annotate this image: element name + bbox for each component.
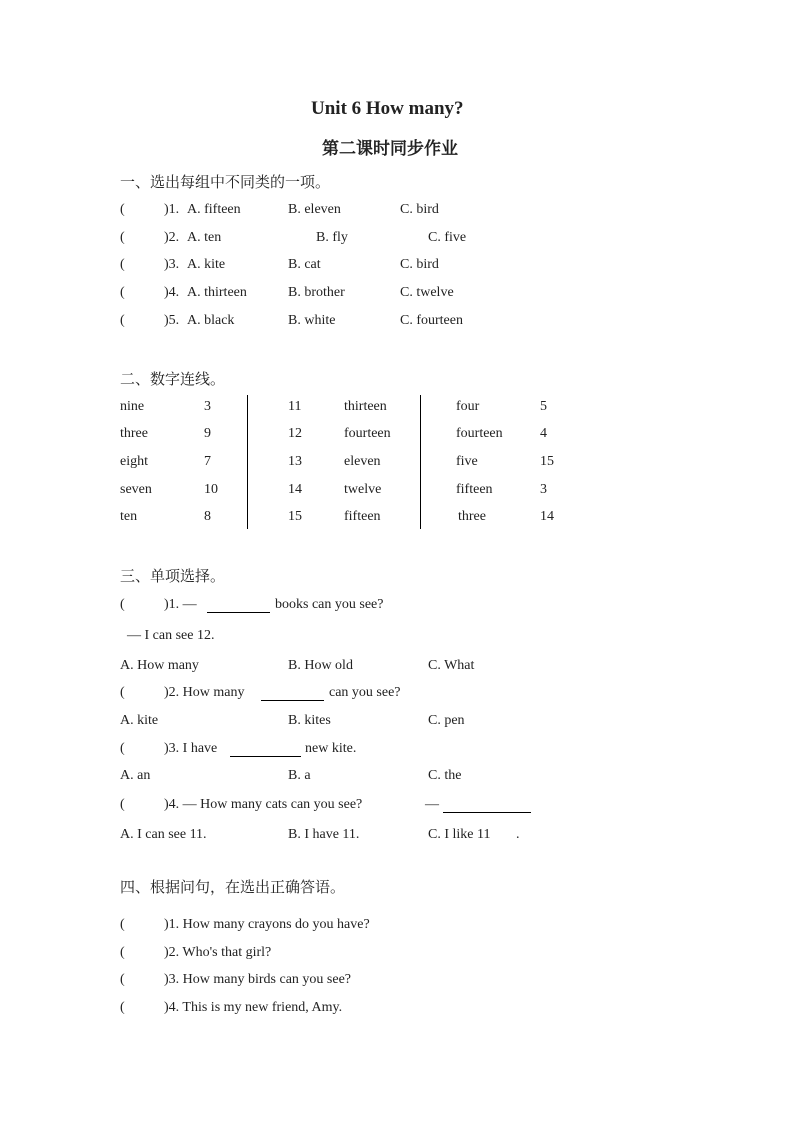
section1-heading: 一、选出每组中不同类的一项。 <box>120 173 331 191</box>
match-number[interactable]: 15 <box>288 509 302 524</box>
answer-paren[interactable]: ( <box>120 972 125 987</box>
match-number[interactable]: 7 <box>204 454 211 469</box>
question-text: )4. This is my new friend, Amy. <box>164 1000 343 1015</box>
option-b: B. brother <box>288 285 345 300</box>
column-divider <box>420 395 421 529</box>
section4-heading: 四、根据问句，在选出正确答语。 <box>120 878 346 896</box>
question-text: )2. Who's that girl? <box>164 945 272 960</box>
option-c: C. twelve <box>400 285 454 300</box>
question-number: )4. <box>164 285 180 300</box>
match-word[interactable]: five <box>456 454 478 469</box>
fill-blank[interactable] <box>261 686 324 701</box>
option-a: A. I can see 11. <box>120 827 207 842</box>
fill-blank[interactable] <box>230 742 301 757</box>
option-c: C. What <box>428 658 475 673</box>
option-b: B. eleven <box>288 202 341 217</box>
option-b: B. cat <box>288 257 321 272</box>
question-text: )1. How many crayons do you have? <box>164 917 370 932</box>
match-number[interactable]: 14 <box>288 482 302 497</box>
match-word[interactable]: fourteen <box>344 426 391 441</box>
option-c: C. bird <box>400 257 439 272</box>
option-c: C. five <box>428 230 467 245</box>
match-word[interactable]: thirteen <box>344 399 387 414</box>
answer-paren[interactable]: ( <box>120 1000 125 1015</box>
answer-paren[interactable]: ( <box>120 597 125 612</box>
option-a: A. black <box>187 313 235 328</box>
option-a: A. an <box>120 768 151 783</box>
answer-paren[interactable]: ( <box>120 797 125 812</box>
match-number[interactable]: 3 <box>540 482 547 497</box>
question-number: )2. <box>164 230 180 245</box>
trailing-dot: . <box>516 827 520 842</box>
match-number[interactable]: 4 <box>540 426 547 441</box>
fill-blank[interactable] <box>443 798 531 813</box>
answer-paren[interactable]: ( <box>120 257 125 272</box>
answer-dash: — <box>425 797 439 812</box>
question-suffix: books can you see? <box>275 597 384 612</box>
answer-paren[interactable]: ( <box>120 285 125 300</box>
match-word[interactable]: twelve <box>344 482 382 497</box>
page-title: Unit 6 How many? <box>311 98 464 119</box>
option-b: B. I have 11. <box>288 827 360 842</box>
match-number[interactable]: 3 <box>204 399 211 414</box>
answer-paren[interactable]: ( <box>120 917 125 932</box>
option-a: A. thirteen <box>187 285 247 300</box>
question-prefix: )2. How many <box>164 685 245 700</box>
option-b: B. kites <box>288 713 331 728</box>
match-word[interactable]: fourteen <box>456 426 503 441</box>
match-number[interactable]: 10 <box>204 482 218 497</box>
option-c: C. I like 11 <box>428 827 491 842</box>
answer-paren[interactable]: ( <box>120 313 125 328</box>
option-b: B. fly <box>316 230 348 245</box>
question-prefix: )4. — How many cats can you see? <box>164 797 363 812</box>
match-number[interactable]: 12 <box>288 426 302 441</box>
match-number[interactable]: 15 <box>540 454 554 469</box>
match-word[interactable]: three <box>120 426 148 441</box>
question-number: )1. <box>164 202 180 217</box>
option-c: C. the <box>428 768 462 783</box>
match-word[interactable]: fifteen <box>456 482 493 497</box>
option-c: C. pen <box>428 713 465 728</box>
option-a: A. kite <box>187 257 226 272</box>
match-number[interactable]: 14 <box>540 509 554 524</box>
match-word[interactable]: fifteen <box>344 509 381 524</box>
question-suffix: new kite. <box>305 741 357 756</box>
match-word[interactable]: eight <box>120 454 148 469</box>
option-c: C. fourteen <box>400 313 463 328</box>
match-number[interactable]: 8 <box>204 509 211 524</box>
answer-paren[interactable]: ( <box>120 945 125 960</box>
match-number[interactable]: 5 <box>540 399 547 414</box>
option-a: A. ten <box>187 230 222 245</box>
question-text: )3. How many birds can you see? <box>164 972 352 987</box>
match-word[interactable]: seven <box>120 482 152 497</box>
section2-heading: 二、数字连线。 <box>120 370 226 388</box>
page-subtitle: 第二课时同步作业 <box>322 139 458 159</box>
match-word[interactable]: eleven <box>344 454 381 469</box>
question-prefix: )1. — <box>164 597 197 612</box>
match-word[interactable]: three <box>458 509 486 524</box>
question-number: )3. <box>164 257 180 272</box>
option-c: C. bird <box>400 202 439 217</box>
answer-paren[interactable]: ( <box>120 202 125 217</box>
answer-paren[interactable]: ( <box>120 230 125 245</box>
question-suffix: can you see? <box>329 685 401 700</box>
option-a: A. fifteen <box>187 202 241 217</box>
column-divider <box>247 395 248 529</box>
option-b: B. white <box>288 313 336 328</box>
match-word[interactable]: four <box>456 399 480 414</box>
question-prefix: )3. I have <box>164 741 218 756</box>
answer-paren[interactable]: ( <box>120 741 125 756</box>
question-number: )5. <box>164 313 180 328</box>
match-word[interactable]: nine <box>120 399 145 414</box>
match-number[interactable]: 9 <box>204 426 211 441</box>
option-b: B. a <box>288 768 311 783</box>
option-a: A. kite <box>120 713 159 728</box>
answer-paren[interactable]: ( <box>120 685 125 700</box>
match-number[interactable]: 11 <box>288 399 302 414</box>
section3-heading: 三、单项选择。 <box>120 567 226 585</box>
option-a: A. How many <box>120 658 199 673</box>
match-number[interactable]: 13 <box>288 454 302 469</box>
match-word[interactable]: ten <box>120 509 138 524</box>
sample-answer: — I can see 12. <box>127 628 215 643</box>
fill-blank[interactable] <box>207 598 270 613</box>
option-b: B. How old <box>288 658 353 673</box>
